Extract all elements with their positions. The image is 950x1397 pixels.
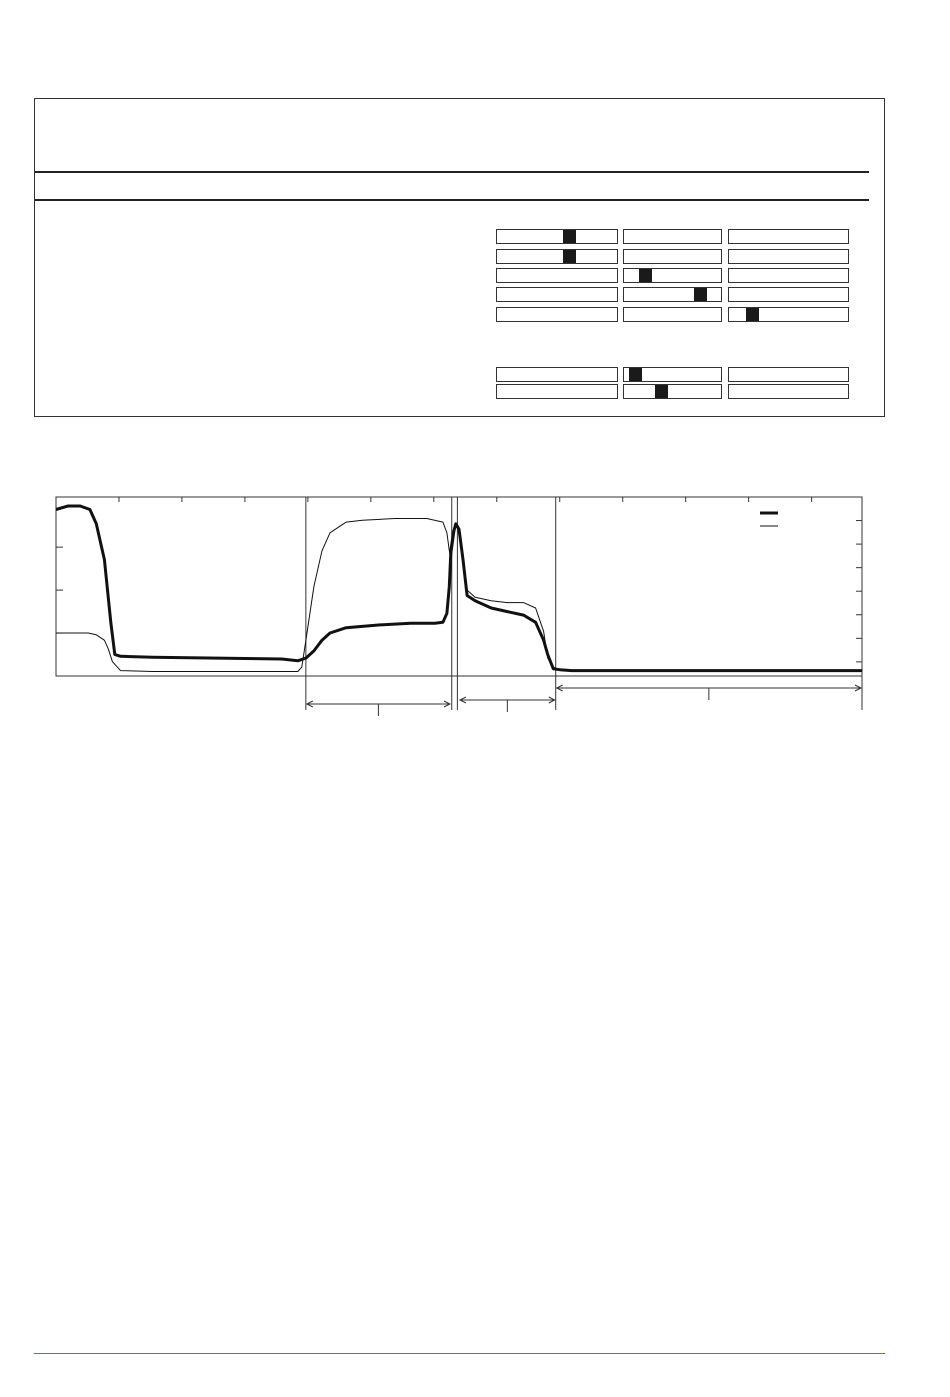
parameter-panel bbox=[34, 98, 885, 417]
indicator-bar bbox=[728, 287, 849, 302]
indicator-bar bbox=[623, 249, 722, 264]
indicator-bar bbox=[496, 367, 618, 382]
indicator-marker bbox=[563, 230, 576, 243]
indicator-bar bbox=[496, 268, 618, 283]
indicator-bar bbox=[623, 229, 722, 244]
phase-spans bbox=[307, 685, 861, 716]
indicator-bar bbox=[728, 367, 849, 382]
indicator-bar bbox=[623, 268, 722, 283]
indicator-bar bbox=[728, 229, 849, 244]
indicator-marker bbox=[694, 288, 707, 301]
indicator-bar bbox=[728, 268, 849, 283]
phase-dividers bbox=[306, 497, 862, 710]
chart-legend bbox=[760, 513, 778, 526]
indicator-bar bbox=[728, 249, 849, 264]
indicator-bar bbox=[623, 384, 722, 399]
indicator-bar bbox=[623, 307, 722, 322]
panel-top-rule bbox=[35, 171, 869, 173]
chart-series bbox=[56, 506, 862, 672]
indicator-marker bbox=[639, 269, 652, 282]
indicator-marker bbox=[629, 368, 642, 381]
line-chart bbox=[0, 480, 950, 720]
indicator-bar bbox=[496, 249, 618, 264]
indicator-bar bbox=[496, 229, 618, 244]
indicator-bar bbox=[496, 384, 618, 399]
indicator-bar bbox=[623, 367, 722, 382]
series-line-thin bbox=[56, 519, 862, 672]
indicator-bar bbox=[728, 307, 849, 322]
indicator-bar bbox=[728, 384, 849, 399]
plot-area bbox=[56, 497, 862, 676]
indicator-bar bbox=[623, 287, 722, 302]
indicator-marker bbox=[563, 250, 576, 263]
indicator-marker bbox=[746, 308, 759, 321]
footer-rule bbox=[34, 1353, 885, 1354]
indicator-bar bbox=[496, 287, 618, 302]
indicator-marker bbox=[655, 385, 668, 398]
indicator-bar bbox=[496, 307, 618, 322]
chart-ticks bbox=[56, 497, 862, 662]
chart-frame bbox=[56, 497, 862, 676]
panel-header-rule bbox=[35, 199, 869, 201]
